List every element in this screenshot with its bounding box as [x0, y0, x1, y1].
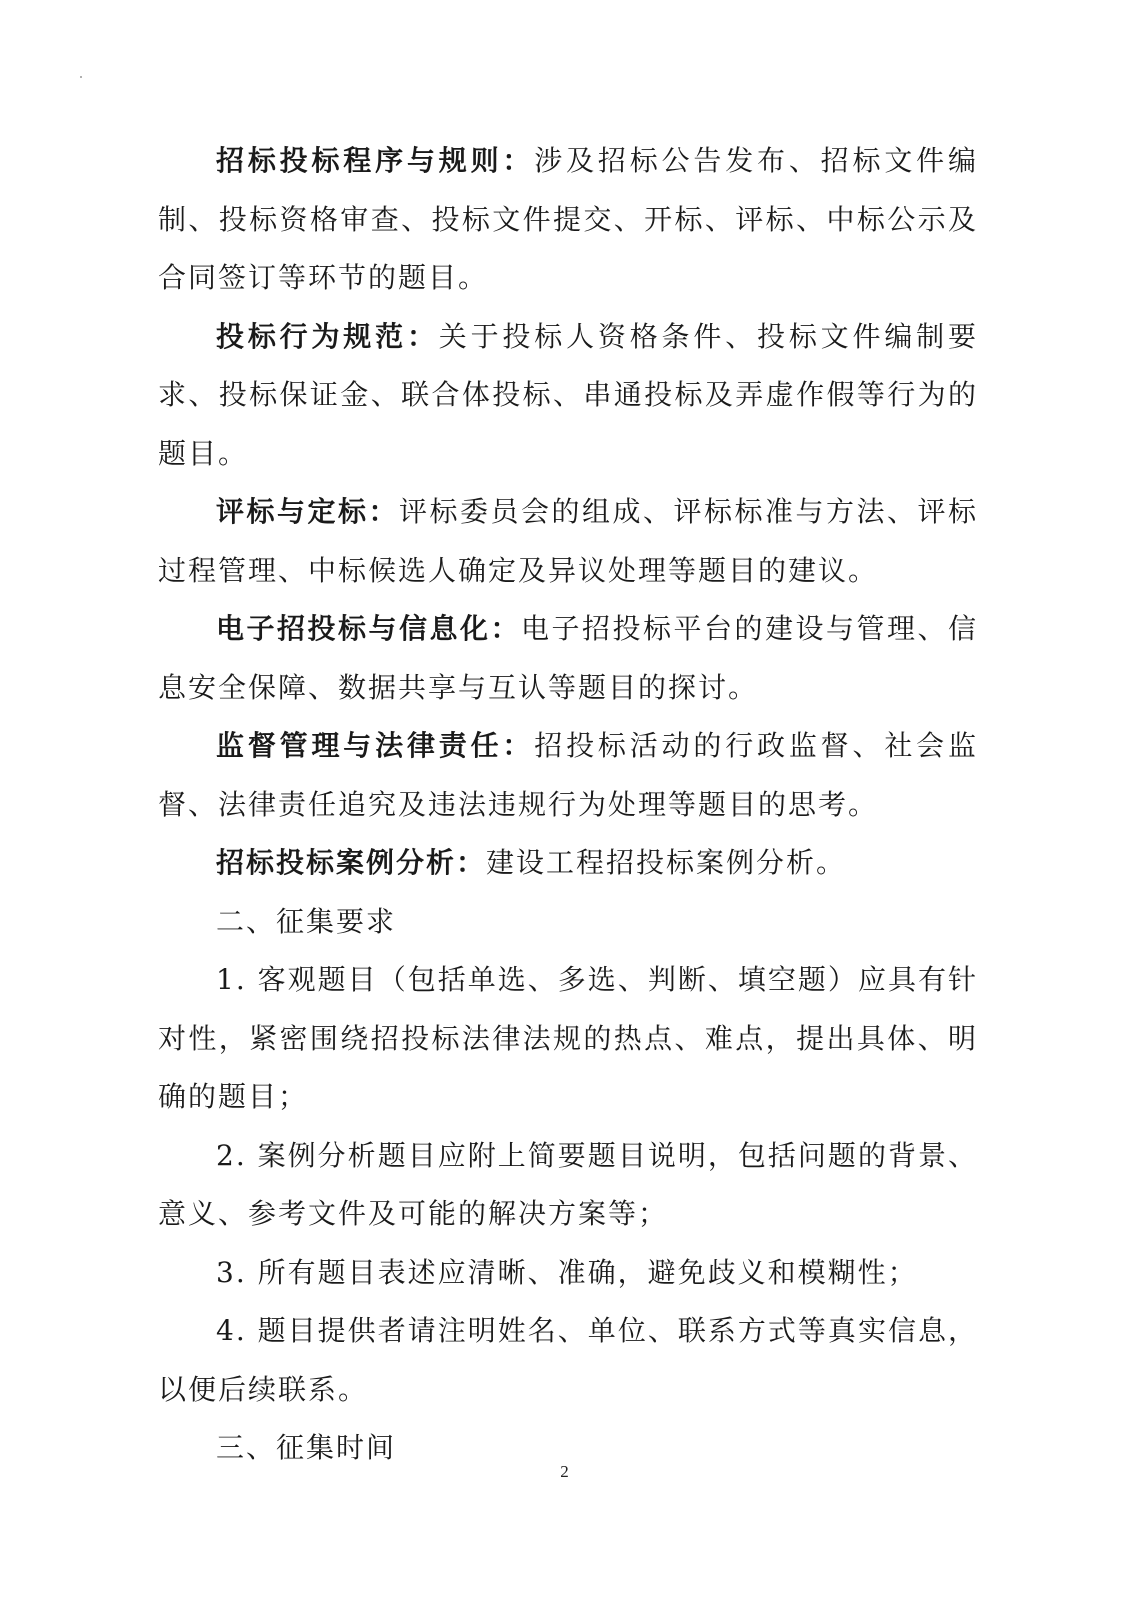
- page-number: 2: [560, 1462, 569, 1481]
- paragraph-text: 招投标活动的行政监督、社会监督、法律责任追究及违法违规行为处理等题目的思考。: [158, 729, 978, 821]
- requirement-item-1: 1. 客观题目（包括单选、多选、判断、填空题）应具有针对性，紧密围绕招投标法律法规的热点、难点，提出具体、明确的题目；: [158, 963, 978, 1113]
- paragraph-heading: 电子招投标与信息化：: [216, 612, 521, 645]
- paragraph-heading: 监督管理与法律责任：: [216, 729, 535, 762]
- scan-speck: [80, 76, 82, 78]
- paragraph-text: 评标委员会的组成、评标标准与方法、评标过程管理、中标候选人确定及异议处理等题目的建议。: [158, 495, 978, 587]
- requirement-item-3: 3. 所有题目表述应清晰、准确，避免歧义和模糊性；: [216, 1255, 918, 1289]
- document-body: [158, 132, 978, 1478]
- requirement-item-2: 2. 案例分析题目应附上简要题目说明，包括问题的背景、意义、参考文件及可能的解决方案等；: [158, 1138, 978, 1230]
- paragraph-heading: 招标投标案例分析：: [216, 846, 487, 879]
- paragraph-text: 建设工程招投标案例分析。: [486, 846, 847, 879]
- paragraph-bidding-procedures: [158, 132, 978, 308]
- section-three-title: 三、征集时间: [216, 1431, 397, 1464]
- paragraph-heading: 投标行为规范：: [216, 319, 439, 353]
- section-two-title: 二、征集要求: [216, 904, 397, 938]
- paragraph-heading: 招标投标程序与规则：: [216, 144, 535, 177]
- paragraph-evaluation: [158, 483, 978, 600]
- paragraph-supervision: [158, 717, 978, 834]
- paragraph-electronic-bidding: [158, 600, 978, 717]
- paragraph-bidding-conduct: [158, 308, 978, 484]
- paragraph-text: 关于投标人资格条件、投标文件编制要求、投标保证金、联合体投标、串通投标及弄虚作假等行为的题目。: [158, 319, 978, 470]
- paragraph-text: 电子招投标平台的建设与管理、信息安全保障、数据共享与互认等题目的探讨。: [158, 612, 978, 704]
- paragraph-heading: 评标与定标：: [216, 495, 399, 528]
- paragraph-case-analysis: [158, 834, 978, 893]
- requirement-item-4: 4. 题目提供者请注明姓名、单位、联系方式等真实信息，以便后续联系。: [158, 1314, 978, 1406]
- paragraph-text: 涉及招标公告发布、招标文件编制、投标资格审查、投标文件提交、开标、评标、中标公示及合同签订等环节的题目。: [158, 144, 978, 294]
